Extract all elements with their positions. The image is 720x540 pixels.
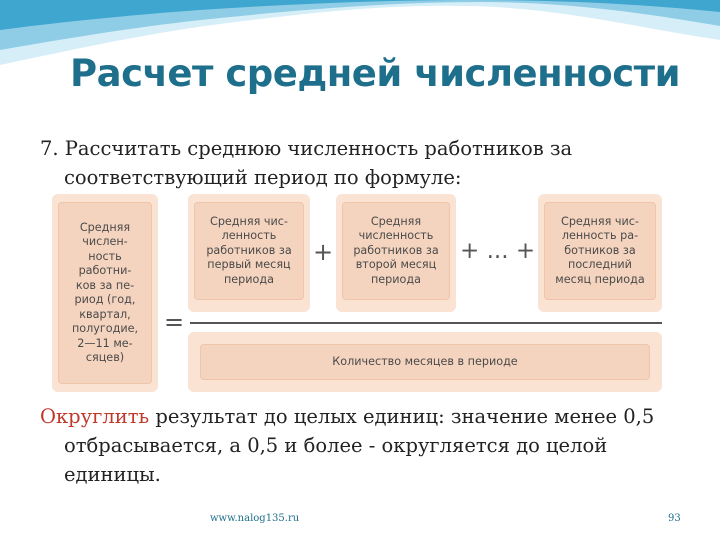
equals-sign: = bbox=[164, 308, 185, 336]
item-number: 7. bbox=[40, 137, 59, 160]
rounding-keyword: Округлить bbox=[40, 405, 150, 428]
result-box-label: Средняя числен- ность работни- ков за пе- риод (год, квартал, полугодие, 2—11 ме- сяцев) bbox=[58, 202, 152, 384]
term-second-month: Средняя численность работников за второй месяц периода bbox=[342, 202, 450, 300]
average-headcount-formula bbox=[52, 194, 664, 394]
numerator-term-3-box bbox=[538, 194, 662, 312]
denominator-label: Количество месяцев в периоде bbox=[200, 344, 650, 380]
result-box bbox=[52, 194, 158, 392]
footer-url: www.nalog135.ru bbox=[210, 513, 300, 524]
instruction-paragraph bbox=[40, 134, 690, 192]
instruction-text: Рассчитать среднюю численность работников за соответствующий период по формуле: bbox=[58, 137, 573, 189]
page-number: 93 bbox=[668, 513, 681, 524]
plus-ellipsis-plus: + ... + bbox=[460, 238, 536, 264]
numerator-term-1-box bbox=[188, 194, 310, 312]
term-last-month: Средняя чис- ленность ра- ботников за последний месяц периода bbox=[544, 202, 656, 300]
slide-title: Расчет средней численности bbox=[70, 52, 681, 95]
denominator-box bbox=[188, 332, 662, 392]
rounding-paragraph bbox=[40, 402, 690, 489]
numerator-term-2-box bbox=[336, 194, 456, 312]
rounding-text: результат до целых единиц: значение менее 0,5 отбрасывается, а 0,5 и более - округляется до целой единицы. bbox=[64, 405, 655, 486]
plus-sign: + bbox=[313, 238, 334, 266]
fraction-line bbox=[190, 322, 662, 324]
term-first-month: Средняя чис- ленность работников за первый месяц периода bbox=[194, 202, 304, 300]
